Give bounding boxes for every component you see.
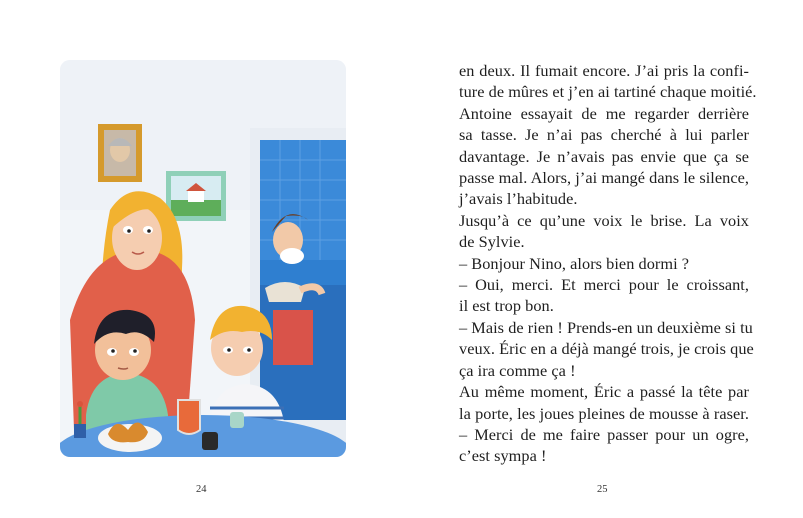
text-line: ture de mûres et j’en ai tartiné chaque moitié. xyxy=(459,82,757,102)
page-number-left: 24 xyxy=(196,484,207,495)
text-line: ça ira comme ça ! xyxy=(459,360,576,380)
story-text xyxy=(459,60,757,467)
text-line: il est trop bon. xyxy=(459,296,554,316)
text-line: en deux. Il fumait encore. J’ai pris la confi- xyxy=(459,61,749,80)
text-line: veux. Éric en a déjà mangé trois, je crois que xyxy=(459,339,754,359)
family-breakfast-illustration xyxy=(60,60,346,457)
text-line: sa tasse. Je n’ai pas cherché à lui parler xyxy=(459,125,749,145)
text-line: Jusqu’à ce qu’une voix le brise. La voix xyxy=(459,210,749,230)
text-line: davantage. Je n’avais pas envie que ça se xyxy=(459,146,749,166)
text-line: – Mais de rien ! Prends-en un deuxième si tu xyxy=(459,317,753,337)
text-line: c’est sympa ! xyxy=(459,446,547,466)
text-line: – Merci de me faire passer pour un ogre, xyxy=(459,424,749,444)
text-line: de Sylvie. xyxy=(459,232,525,252)
text-line: la porte, les joues pleines de mousse à raser. xyxy=(459,403,749,423)
text-line: Antoine essayait de me regarder derrière xyxy=(459,103,749,123)
page-number-right: 25 xyxy=(597,484,608,495)
text-line: Au même moment, Éric a passé la tête par xyxy=(459,382,749,402)
text-line: – Bonjour Nino, alors bien dormi ? xyxy=(459,253,690,273)
text-line: j’avais l’habitude. xyxy=(459,189,578,209)
text-line: – Oui, merci. Et merci pour le croissant, xyxy=(459,275,749,295)
text-line: passe mal. Alors, j’ai mangé dans le silence, xyxy=(459,168,749,188)
